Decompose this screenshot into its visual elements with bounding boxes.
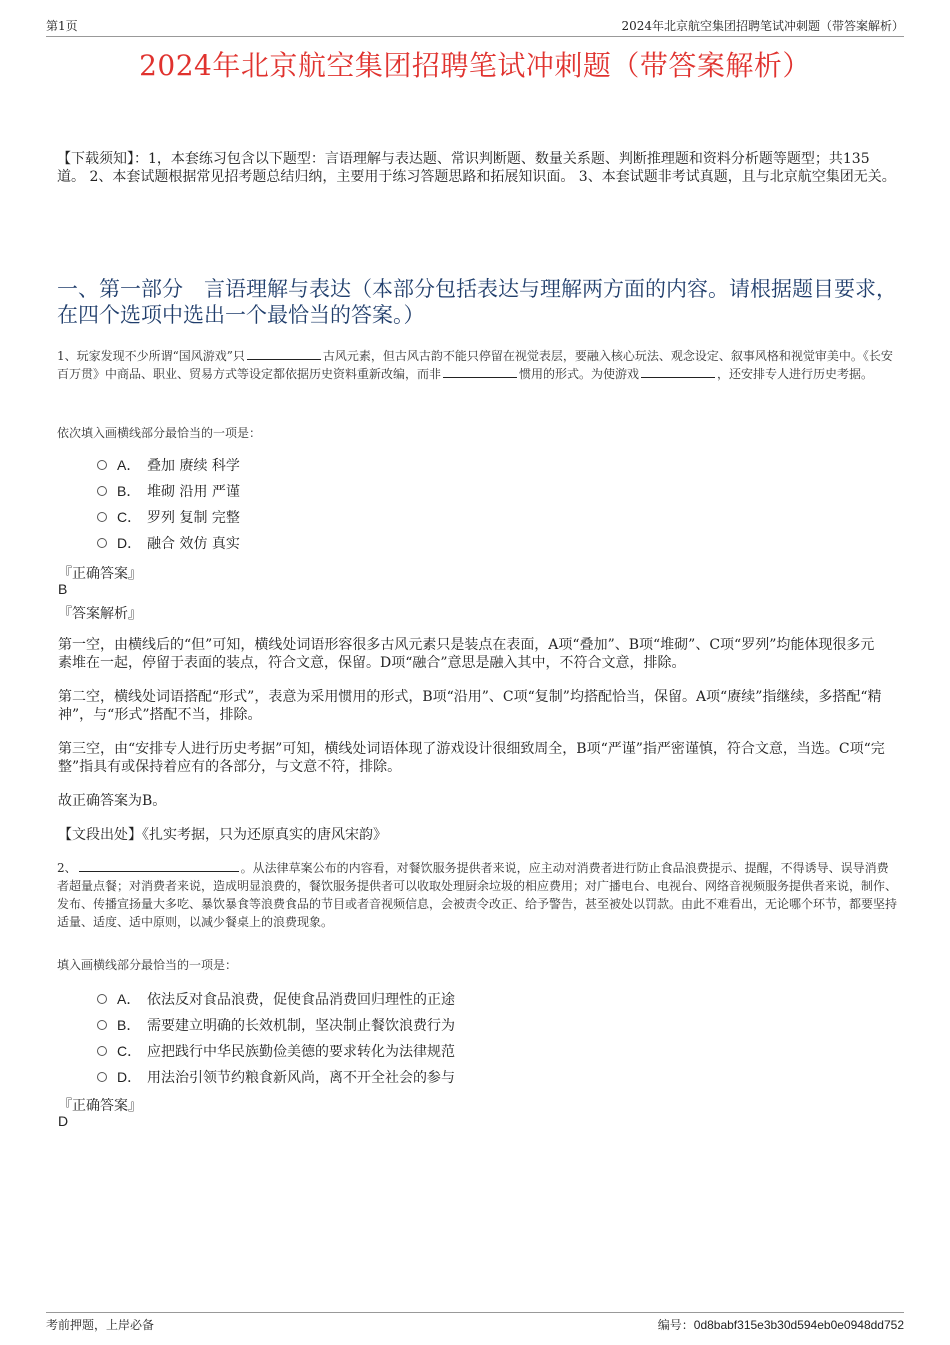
answer-blank bbox=[641, 366, 715, 378]
question-1-options bbox=[97, 452, 240, 556]
correct-answer: D bbox=[58, 1113, 69, 1129]
radio-icon[interactable] bbox=[97, 1020, 107, 1030]
option-d[interactable]: D． 融合 效仿 真实 bbox=[97, 530, 240, 556]
question-2-options bbox=[97, 986, 455, 1090]
download-notice: 【下载须知】：1，本套练习包含以下题型：言语理解与表达题、常识判断题、数量关系题、判断推理题和资料分析题等题型；共135道。 2、本套试题根据常见招考题总结归纳，主要用于练习答题思路和拓展知识面。 3、本套试题非考试真题，且与北京航空集团无关。 bbox=[57, 151, 896, 185]
radio-icon[interactable] bbox=[97, 1046, 107, 1056]
question-1-prompt: 依次填入画横线部分最恰当的一项是： bbox=[57, 426, 262, 440]
option-b[interactable]: B． 需要建立明确的长效机制，坚决制止餐饮浪费行为 bbox=[97, 1012, 455, 1038]
page-number: 第1页 bbox=[46, 19, 78, 33]
answer-blank bbox=[247, 348, 321, 360]
footer-slogan: 考前押题，上岸必备 bbox=[46, 1318, 155, 1332]
passage-source: 【文段出处】《扎实考据，只为还原真实的唐风宋韵》 bbox=[58, 827, 387, 843]
question-2-stem: 2、 。从法律草案公布的内容看，对餐饮服务提供者来说，应主动对消费者进行防止食品浪费提示、提醒，不得诱导、误导消费者超量点餐；对消费者来说，造成明显浪费的，餐饮服务提供者可以收取处理厨余垃圾的相应费用；对广播电台、电视台、网络音视频服务提供者来说，制作、发布、传播宣扬量大多吃、暴饮暴食等浪费食品的节目或者音视频信息，会被责令改正、给予警告，甚至被处以罚款。由此不难看出，无论哪个环节，都要坚持适量、适度、适中原则，以减少餐桌上的浪费现象。 bbox=[57, 861, 898, 929]
analysis-paragraph: 第一空，由横线后的“但”可知，横线处词语形容很多古风元素只是装点在表面，A项“叠加”、B项“堆砌”、C项“罗列”均能体现很多元素堆在一起，停留于表面的装点，符合文意，保留。D项“融合”意思是融入其中，不符合文意，排除。 bbox=[58, 637, 875, 671]
option-a[interactable]: A． 依法反对食品浪费，促使食品消费回归理性的正途 bbox=[97, 986, 455, 1012]
option-d[interactable]: D． 用法治引领节约粮食新风尚，离不开全社会的参与 bbox=[97, 1064, 455, 1090]
answer-blank bbox=[79, 860, 239, 872]
correct-answer: B bbox=[58, 581, 68, 597]
radio-icon[interactable] bbox=[97, 538, 107, 548]
option-c[interactable]: C． 应把践行中华民族勤俭美德的要求转化为法律规范 bbox=[97, 1038, 455, 1064]
radio-icon[interactable] bbox=[97, 994, 107, 1004]
analysis-conclusion: 故正确答案为B。 bbox=[58, 793, 167, 809]
radio-icon[interactable] bbox=[97, 512, 107, 522]
correct-answer-label: 『正确答案』 bbox=[58, 1098, 142, 1114]
correct-answer-label: 『正确答案』 bbox=[58, 566, 142, 582]
document-title: 2024年北京航空集团招聘笔试冲刺题（带答案解析） bbox=[139, 49, 811, 82]
analysis-label: 『答案解析』 bbox=[58, 606, 142, 622]
footer-code: 编号：0d8babf315e3b30d594eb0e0948dd752 bbox=[657, 1318, 904, 1332]
section-heading: 一、第一部分 言语理解与表达（本部分包括表达与理解两方面的内容。请根据题目要求，在四个选项中选出一个最恰当的答案。） bbox=[57, 277, 897, 327]
question-1-stem: 1、玩家发现不少所谓“国风游戏”只 古风元素，但古风古韵不能只停留在视觉表层，要融入核心玩法、观念设定、叙事风格和视觉审美中。《长安百万贯》中商品、职业、贸易方式等设定都依据历史资料重新改编，而非 惯用的形式。为使游戏 ，还安排专人进行历史考据。 bbox=[57, 349, 893, 381]
page-footer bbox=[46, 1312, 904, 1333]
radio-icon[interactable] bbox=[97, 486, 107, 496]
option-b[interactable]: B． 堆砌 沿用 严谨 bbox=[97, 478, 240, 504]
header-doc-title: 2024年北京航空集团招聘笔试冲刺题（带答案解析） bbox=[621, 19, 904, 33]
analysis-paragraph: 第二空，横线处词语搭配“形式”，表意为采用惯用的形式，B项“沿用”、C项“复制”均搭配恰当，保留。A项“赓续”指继续，多搭配“精神”，与“形式”搭配不当，排除。 bbox=[58, 689, 882, 723]
question-2-prompt: 填入画横线部分最恰当的一项是： bbox=[57, 958, 238, 972]
option-a[interactable]: A． 叠加 赓续 科学 bbox=[97, 452, 240, 478]
option-c[interactable]: C． 罗列 复制 完整 bbox=[97, 504, 240, 530]
answer-blank bbox=[443, 366, 517, 378]
page-header bbox=[46, 16, 904, 37]
radio-icon[interactable] bbox=[97, 1072, 107, 1082]
radio-icon[interactable] bbox=[97, 460, 107, 470]
analysis-paragraph: 第三空，由“安排专人进行历史考据”可知，横线处词语体现了游戏设计很细致周全，B项“严谨”指严密谨慎，符合文意，当选。C项“完整”指具有或保持着应有的各部分，与文意不符，排除。 bbox=[58, 741, 885, 775]
